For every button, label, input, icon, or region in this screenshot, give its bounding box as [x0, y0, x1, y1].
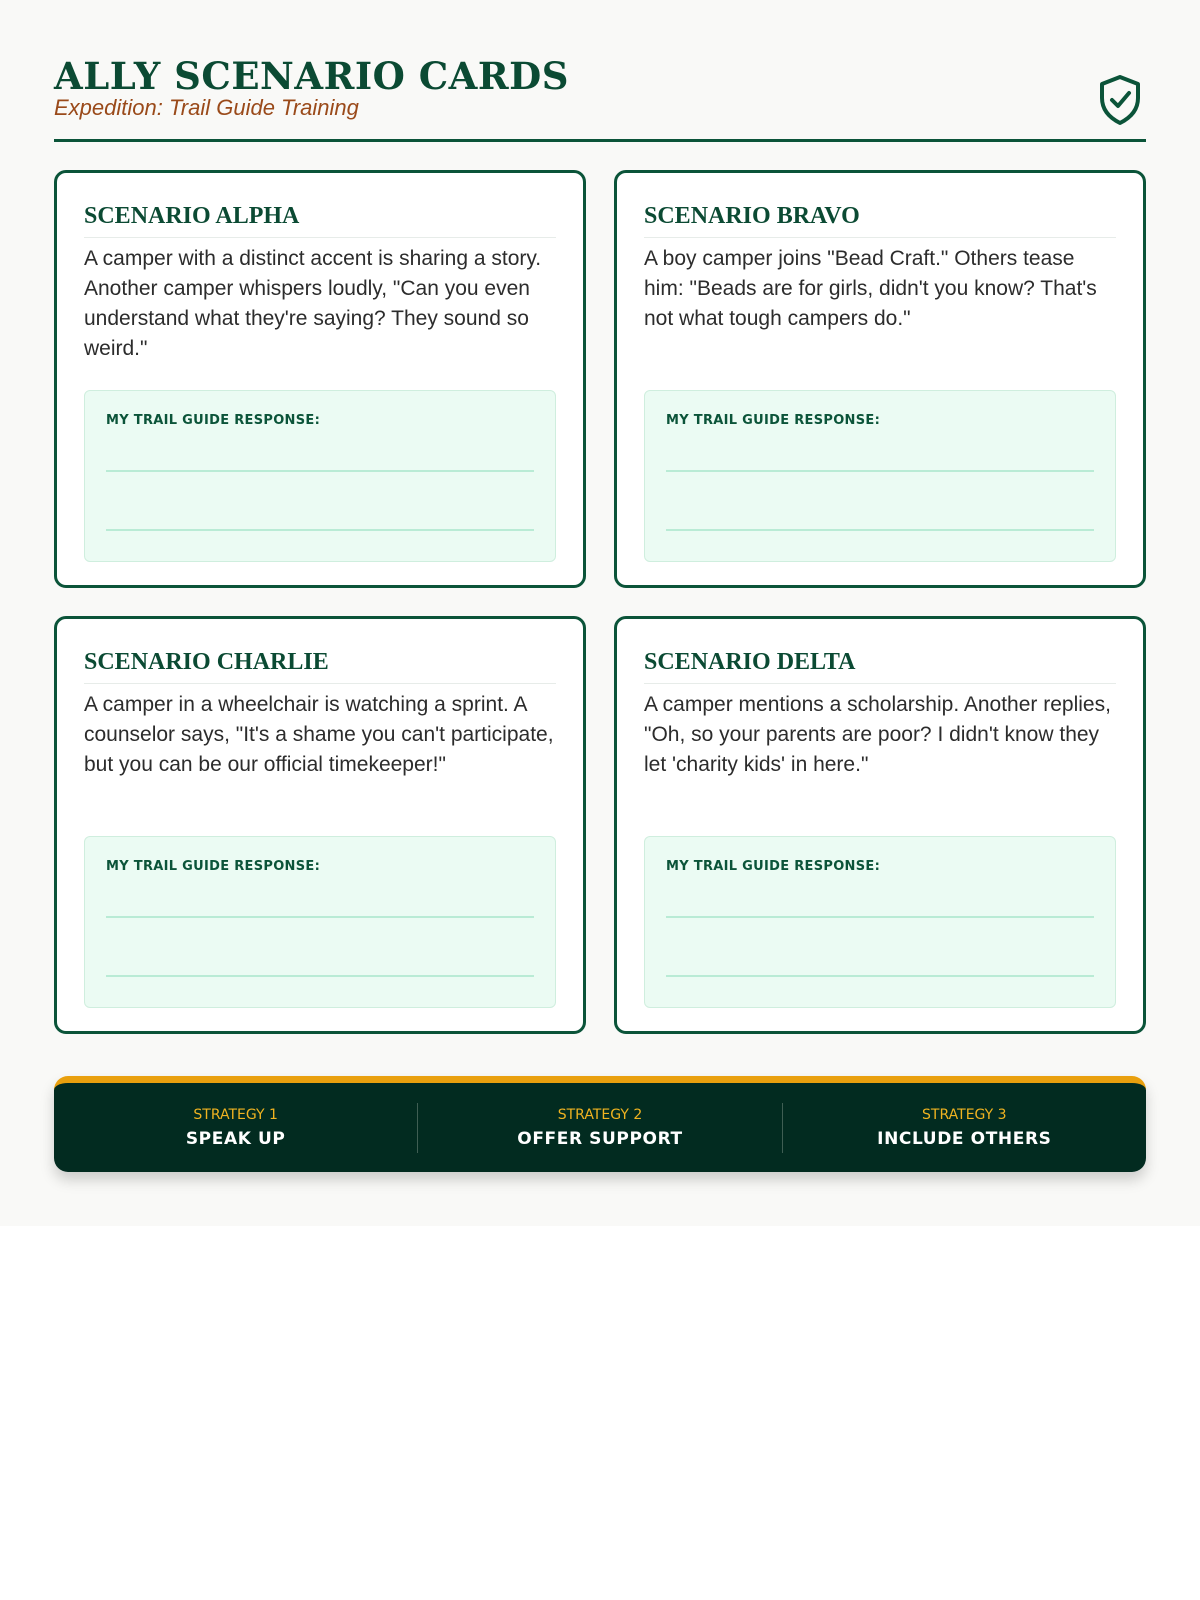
- strategy-include-others: [782, 1103, 1146, 1153]
- strategy-name: INCLUDE OTHERS: [877, 1128, 1052, 1149]
- response-line[interactable]: [106, 429, 534, 472]
- strategy-name: SPEAK UP: [185, 1128, 286, 1149]
- response-line[interactable]: [666, 429, 1094, 472]
- scenario-title: SCENARIO CHARLIE: [84, 645, 556, 684]
- scenario-text: A boy camper joins "Bead Craft." Others tease him: "Beads are for girls, didn't you know? That's not what tough campers do.": [644, 247, 1097, 330]
- response-line[interactable]: [666, 918, 1094, 977]
- strategy-speak-up: [54, 1103, 417, 1153]
- strategy-number: STRATEGY 1: [193, 1106, 278, 1123]
- scenario-title: SCENARIO BRAVO: [644, 199, 1116, 238]
- response-label: MY TRAIL GUIDE RESPONSE:: [106, 413, 321, 428]
- response-area[interactable]: [84, 836, 556, 1008]
- response-area[interactable]: [644, 390, 1116, 562]
- shield-check-icon: [1098, 74, 1142, 126]
- response-label: MY TRAIL GUIDE RESPONSE:: [106, 859, 321, 874]
- response-label: MY TRAIL GUIDE RESPONSE:: [666, 859, 881, 874]
- strategy-offer-support: [417, 1103, 781, 1153]
- strategy-number: STRATEGY 2: [557, 1106, 643, 1123]
- response-line[interactable]: [666, 472, 1094, 531]
- scenario-title: SCENARIO DELTA: [644, 645, 1116, 684]
- response-label: MY TRAIL GUIDE RESPONSE:: [666, 413, 881, 428]
- scenario-card-alpha: [54, 170, 586, 588]
- scenario-text: A camper in a wheelchair is watching a sprint. A counselor says, "It's a shame you can't participate, but you can be our official timekeeper!": [84, 693, 554, 776]
- page-title: ALLY SCENARIO CARDS: [54, 54, 569, 98]
- scenario-text: A camper with a distinct accent is sharing a story. Another camper whispers loudly, "Can you even understand what they're saying? They sound so weird.": [84, 247, 542, 360]
- scenario-card-delta: [614, 616, 1146, 1034]
- page-header: [54, 54, 1146, 142]
- strategy-bar: [54, 1076, 1146, 1172]
- scenario-card-charlie: [54, 616, 586, 1034]
- response-line[interactable]: [106, 918, 534, 977]
- scenario-title: SCENARIO ALPHA: [84, 199, 556, 238]
- response-area[interactable]: [644, 836, 1116, 1008]
- response-area[interactable]: [84, 390, 556, 562]
- strategy-name: OFFER SUPPORT: [517, 1128, 683, 1149]
- scenario-card-bravo: [614, 170, 1146, 588]
- response-line[interactable]: [106, 472, 534, 531]
- strategy-number: STRATEGY 3: [922, 1106, 1007, 1123]
- page-subtitle: Expedition: Trail Guide Training: [54, 95, 359, 120]
- scenario-text: A camper mentions a scholarship. Another replies, "Oh, so your parents are poor? I didn't know they let 'charity kids' in here.": [644, 693, 1111, 776]
- scenario-card-grid: [54, 170, 1146, 1034]
- response-line[interactable]: [106, 875, 534, 918]
- response-line[interactable]: [666, 875, 1094, 918]
